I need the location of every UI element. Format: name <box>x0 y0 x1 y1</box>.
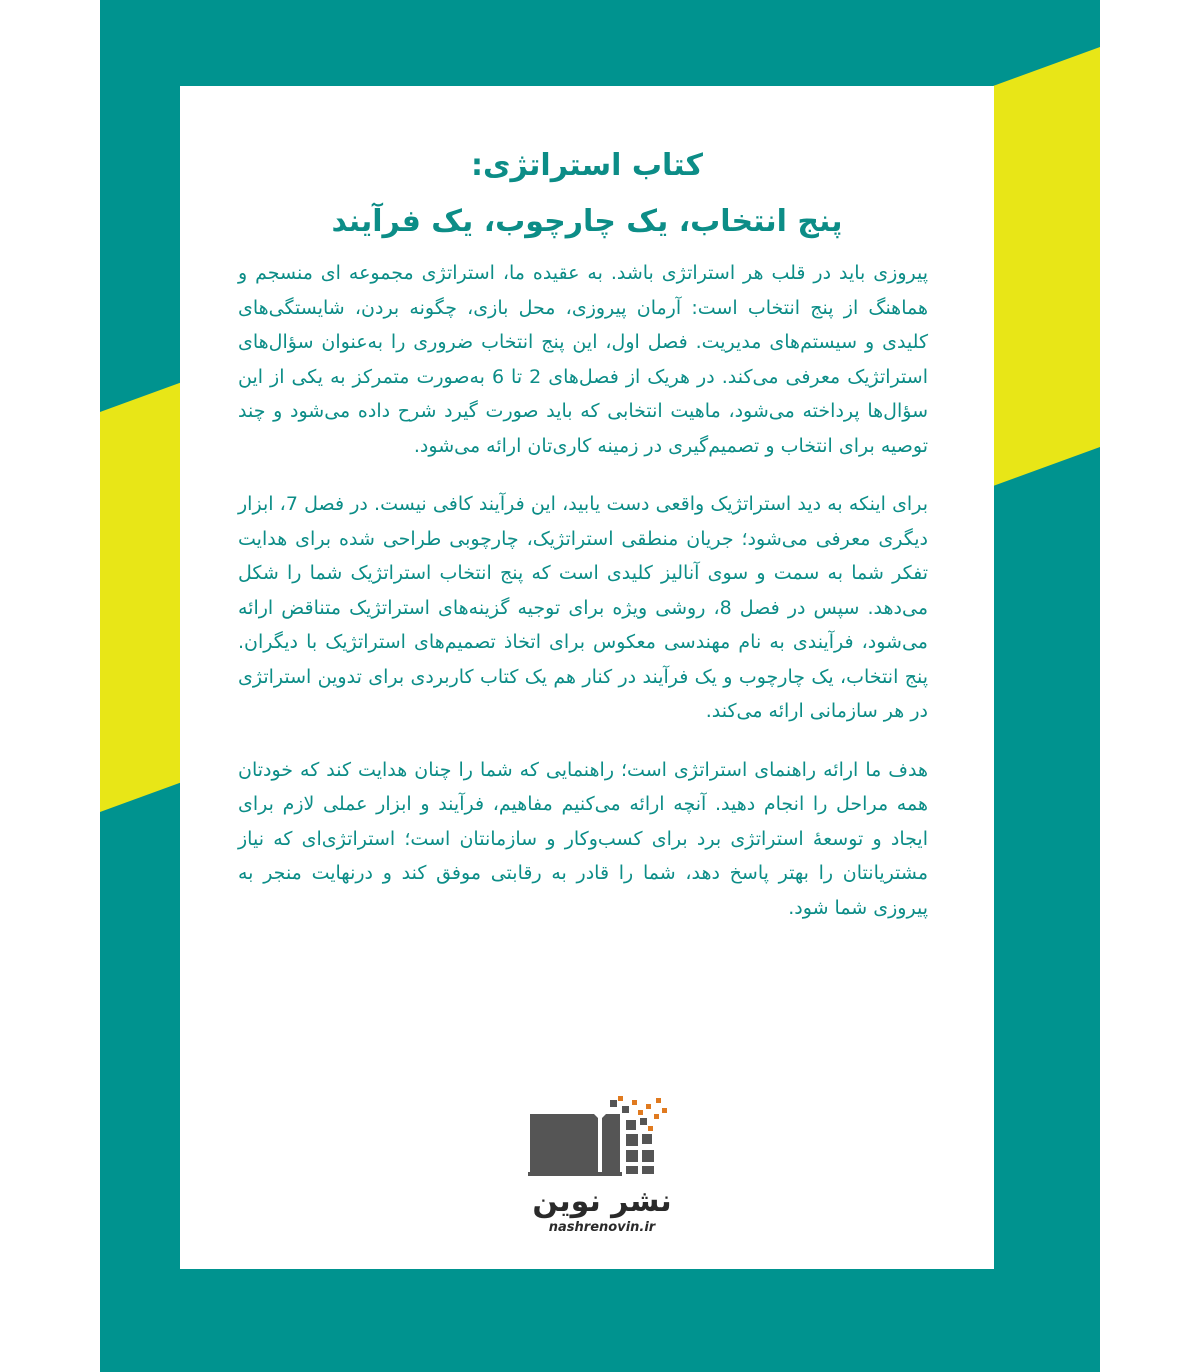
text-panel <box>180 86 994 1269</box>
book-title <box>180 138 994 250</box>
publisher-url: nashrenovin.ir <box>548 1220 656 1235</box>
title-line-1: کتاب استراتژی: <box>471 148 703 183</box>
paragraph-2: برای اینکه به دید استراتژیک واقعی دست یابید، این فرآیند کافی نیست. در فصل 7، ابزار دیگری معرفی می‌شود؛ جریان منطقی استراتژیک، چارچوبی طراحی شده برای هدایت تفکر شما به سمت و سوی آنالیز کلیدی است که پنج انتخاب استراتژیک شما را شکل می‌دهد. سپس در فصل 8، روشی ویژه برای توجیه گزینه‌های استراتژیک متناقض ارائه می‌شود، فرآیندی به نام مهندسی معکوس برای اتخاذ تصمیم‌های استراتژیک با دیگران. پنج انتخاب، یک چارچوب و یک فرآیند در کنار هم یک کتاب کاربردی برای تدوین استراتژی در هر سازمانی ارائه می‌کند. <box>238 493 928 722</box>
description-text <box>238 256 928 949</box>
paragraph-3: هدف ما ارائه راهنمای استراتژی است؛ راهنمایی که شما را چنان هدایت کند که خودتان همه مراحل را انجام دهید. آنچه ارائه می‌کنیم مفاهیم، فرآیند و ابزار عملی لازم برای ایجاد و توسعهٔ استراتژی برد برای کسب‌وکار و سازمانتان است؛ استراتژی‌ای که نیاز مشتریانتان را بهتر پاسخ دهد، شما را قادر به رقابتی موفق کند و درنهایت منجر به پیروزی شما شود. <box>238 758 928 919</box>
publisher-name: نشر نوین <box>532 1184 672 1219</box>
paragraph-1: پیروزی باید در قلب هر استراتژی باشد. به عقیده ما، استراتژی مجموعه ای منسجم و هماهنگ از پنج انتخاب است: آرمان پیروزی، محل بازی، چگونه بردن، شایستگی‌های کلیدی و سیستم‌های مدیریت. فصل اول، این پنج انتخاب ضروری را به‌عنوان سؤال‌های استراتژیک معرفی می‌کند. در هریک از فصل‌های 2 تا 6 به‌صورت متمرکز به یکی از این سؤال‌ها پرداخته می‌شود، ماهیت انتخابی که باید صورت گیرد شرح داده می‌شود و چند توصیه برای انتخاب و تصمیم‌گیری در زمینه کاری‌تان ارائه می‌شود. <box>238 262 928 457</box>
book-back-cover <box>100 0 1100 1372</box>
title-line-2: پنج انتخاب، یک چارچوب، یک فرآیند <box>331 204 843 239</box>
open-book-icon <box>522 1096 682 1186</box>
publisher-logo <box>522 1096 682 1241</box>
